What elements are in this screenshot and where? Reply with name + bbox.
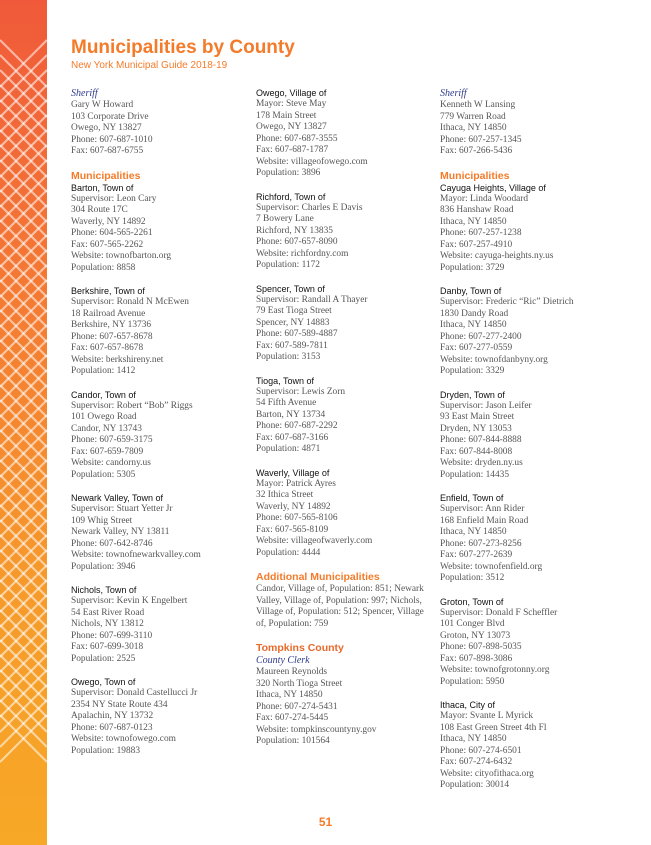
municipality-detail: Phone: 607-898-5035 (440, 642, 522, 652)
municipality-detail: Website: richfordny.com (256, 248, 349, 259)
municipality-name: Dryden, Town of (440, 389, 505, 400)
sheriff-line: Gary W Howard (71, 100, 134, 110)
municipality-detail: Phone: 607-657-8678 (71, 331, 153, 342)
municipality-detail: 2354 NY State Route 434 (71, 699, 168, 710)
municipality-detail: Website: townofdanbyny.org (440, 354, 548, 365)
sheriff-line: Phone: 607-257-1345 (440, 134, 522, 145)
municipality-detail: Website: villageofwaverly.com (256, 536, 373, 546)
municipalities-heading: Municipalities (71, 169, 141, 182)
municipality-detail: 108 East Green Street 4th Fl (440, 722, 547, 733)
column-3 (440, 88, 620, 804)
municipality-detail: 18 Railroad Avenue (71, 308, 146, 319)
sheriff-line: Ithaca, NY 14850 (440, 123, 507, 133)
municipality-detail: Phone: 607-844-8888 (440, 435, 522, 445)
municipality-detail: Supervisor: Jason Leifer (440, 400, 532, 411)
municipality-detail: Website: cayuga-heights.ny.us (440, 251, 554, 261)
sheriff-line: 103 Corporate Drive (71, 111, 149, 122)
municipality-entry (256, 376, 434, 456)
municipality-detail: Supervisor: Charles E Davis (256, 202, 363, 213)
municipality-detail: Supervisor: Donald F Scheffler (440, 607, 558, 618)
municipality-detail: Phone: 607-257-1238 (440, 228, 522, 238)
municipality-detail: Fax: 607-277-0559 (440, 343, 513, 353)
municipality-detail: 101 Conger Blvd (440, 619, 505, 629)
municipality-detail: Candor, NY 13743 (71, 423, 142, 434)
municipality-detail: Phone: 607-642-8746 (71, 538, 153, 549)
municipality-detail: Supervisor: Ronald N McEwen (71, 297, 189, 307)
sheriff-line: Fax: 607-266-5436 (440, 146, 513, 156)
clerk-line: Population: 101564 (256, 736, 330, 746)
municipality-name: Berkshire, Town of (71, 286, 145, 296)
municipality-detail: Website: berkshireny.net (71, 354, 164, 365)
municipality-detail: Mayor: Svante L Myrick (440, 711, 534, 721)
municipality-name: Owego, Town of (71, 677, 136, 687)
municipality-detail: Phone: 607-565-8106 (256, 513, 338, 523)
municipality-detail: Fax: 607-565-2262 (71, 239, 144, 250)
municipality-entry (440, 597, 620, 689)
municipality-detail: Website: villageofowego.com (256, 156, 368, 167)
municipality-entry (71, 585, 246, 665)
municipality-detail: Ithaca, NY 14850 (440, 527, 507, 537)
sheriff-heading: Sheriff (440, 88, 467, 99)
municipality-entry (440, 493, 620, 585)
municipality-entry (256, 284, 434, 364)
municipality-name: Tioga, Town of (256, 375, 315, 386)
municipality-detail: Population: 8858 (71, 262, 136, 273)
municipality-name: Cayuga Heights, Village of (440, 182, 546, 193)
municipality-detail: Phone: 607-273-8256 (440, 538, 522, 549)
municipality-detail: Ithaca, NY 14850 (440, 216, 507, 227)
municipality-detail: Fax: 607-687-1787 (256, 145, 329, 155)
municipality-name: Richford, Town of (256, 191, 326, 202)
municipality-entry (71, 390, 246, 482)
page-subtitle: New York Municipal Guide 2018-19 (71, 60, 228, 71)
municipality-detail: Population: 3329 (440, 366, 505, 376)
municipality-detail: Fax: 607-277-2639 (440, 550, 513, 560)
municipality-detail: Website: townofenfield.org (440, 561, 543, 572)
municipality-detail: Website: townofowego.com (71, 734, 176, 744)
municipality-detail: Website: dryden.ny.us (440, 458, 523, 468)
municipality-name: Owego, Village of (256, 88, 327, 98)
sheriff-line: Phone: 607-687-1010 (71, 134, 153, 145)
municipality-entry (440, 183, 620, 275)
municipality-detail: Population: 3729 (440, 262, 505, 273)
municipality-detail: Supervisor: Leon Cary (71, 193, 157, 204)
municipality-entry (256, 192, 434, 272)
municipality-entry (440, 286, 620, 378)
municipality-detail: 168 Enfield Main Road (440, 515, 529, 526)
municipality-detail: 54 Fifth Avenue (256, 398, 317, 408)
municipality-detail: Phone: 607-687-0123 (71, 722, 153, 733)
municipality-detail: Population: 4444 (256, 547, 321, 558)
municipality-detail: Waverly, NY 14892 (256, 501, 331, 512)
municipality-detail: Mayor: Steve May (256, 99, 327, 109)
municipality-detail: Phone: 607-699-3110 (71, 630, 153, 641)
decorative-side-band (0, 0, 47, 845)
municipality-entry (256, 468, 434, 560)
municipality-detail: Supervisor: Ann Rider (440, 504, 525, 514)
municipality-detail: Berkshire, NY 13736 (71, 320, 152, 330)
municipality-detail: Apalachin, NY 13732 (71, 711, 154, 721)
municipality-detail: Phone: 607-274-6501 (440, 745, 522, 756)
municipality-detail: 109 Whig Street (71, 515, 133, 526)
county-clerk-block (256, 655, 434, 748)
clerk-line: 320 North Tioga Street (256, 678, 343, 689)
municipality-detail: Fax: 607-274-6432 (440, 757, 513, 767)
municipality-detail: Fax: 607-565-8109 (256, 524, 329, 535)
municipality-detail: Nichols, NY 13812 (71, 619, 144, 629)
municipality-name: Candor, Town of (71, 389, 136, 400)
municipality-detail: Waverly, NY 14892 (71, 216, 146, 227)
municipality-entry (71, 286, 246, 378)
column-2 (256, 88, 434, 760)
municipality-detail: Population: 1172 (256, 260, 320, 270)
municipality-entry (440, 700, 620, 792)
municipality-detail: Population: 5950 (440, 676, 505, 687)
municipality-detail: 178 Main Street (256, 110, 317, 121)
municipality-detail: Population: 30014 (440, 780, 510, 790)
municipality-name: Barton, Town of (71, 182, 134, 193)
municipality-detail: Owego, NY 13827 (256, 122, 327, 132)
municipality-detail: Newark Valley, NY 13811 (71, 527, 170, 537)
sheriff-block (71, 88, 246, 158)
municipality-detail: Supervisor: Randall A Thayer (256, 294, 368, 305)
municipality-detail: 304 Route 17C (71, 205, 128, 215)
municipality-entry (71, 677, 246, 757)
municipality-detail: Population: 2525 (71, 653, 136, 664)
municipality-detail: Supervisor: Stuart Yetter Jr (71, 504, 173, 514)
municipality-detail: Population: 5305 (71, 469, 136, 480)
municipalities-heading: Municipalities (440, 169, 510, 182)
municipality-detail: Phone: 607-589-4887 (256, 329, 338, 339)
clerk-line: Fax: 607-274-5445 (256, 713, 329, 723)
clerk-line: Website: tompkinscountyny.gov (256, 724, 377, 735)
additional-municipalities-heading: Additional Municipalities (256, 571, 380, 583)
municipality-name: Spencer, Town of (256, 283, 325, 294)
municipality-detail: Groton, NY 13073 (440, 630, 511, 641)
municipality-detail: Website: cityofithaca.org (440, 768, 534, 779)
municipality-detail: Fax: 607-659-7809 (71, 446, 144, 457)
municipality-detail: 54 East River Road (71, 607, 145, 618)
municipality-detail: 7 Bowery Lane (256, 214, 314, 224)
sheriff-line: 779 Warren Road (440, 111, 506, 122)
municipality-detail: Phone: 607-277-2400 (440, 331, 522, 342)
municipality-detail: Fax: 607-699-3018 (71, 642, 144, 652)
municipality-detail: Population: 19883 (71, 745, 141, 756)
municipality-detail: 93 East Main Street (440, 412, 515, 422)
municipality-entry (71, 493, 246, 573)
municipality-detail: Fax: 607-589-7811 (256, 340, 328, 351)
municipality-detail: Barton, NY 13734 (256, 409, 326, 420)
municipality-detail: Mayor: Patrick Ayres (256, 478, 336, 489)
sheriff-line: Fax: 607-687-6755 (71, 146, 144, 156)
municipality-detail: 101 Owego Road (71, 412, 137, 422)
page-title: Municipalities by County (71, 37, 295, 58)
municipality-detail: Website: townofbarton.org (71, 251, 172, 261)
municipality-list (71, 183, 246, 758)
municipality-detail: Population: 3153 (256, 352, 321, 362)
crosshatch-pattern (0, 0, 47, 845)
municipality-name: Newark Valley, Town of (71, 493, 164, 503)
municipality-detail: Fax: 607-844-8008 (440, 446, 513, 457)
additional-municipalities-text: Candor, Village of, Population: 851; Newark Valley, Village of, Population: 997; Nichols, Village of, Population: 512; Spencer, Village of, Population: 759 (256, 584, 424, 629)
municipality-detail: 836 Hanshaw Road (440, 205, 514, 215)
clerk-line: Ithaca, NY 14850 (256, 690, 323, 700)
municipality-detail: Mayor: Linda Woodard (440, 193, 529, 204)
sheriff-line: Kenneth W Lansing (440, 100, 516, 110)
municipality-detail: Population: 3512 (440, 573, 505, 583)
county-heading: Tompkins County (256, 642, 344, 654)
page-number: 51 (318, 815, 333, 829)
municipality-entry (71, 183, 246, 275)
municipality-detail: Phone: 607-687-3555 (256, 133, 338, 144)
municipality-entry (440, 390, 620, 482)
municipality-detail: Population: 1412 (71, 366, 136, 376)
municipality-detail: Ithaca, NY 14850 (440, 734, 507, 744)
municipality-detail: 32 Ithica Street (256, 490, 314, 500)
municipality-detail: Fax: 607-898-3086 (440, 653, 513, 664)
municipality-detail: 1830 Dandy Road (440, 308, 509, 319)
municipality-detail: Phone: 607-687-2292 (256, 421, 338, 431)
clerk-line: Phone: 607-274-5431 (256, 701, 338, 712)
municipality-detail: Dryden, NY 13053 (440, 423, 512, 434)
municipality-detail: Population: 3946 (71, 561, 136, 572)
municipality-detail: Ithaca, NY 14850 (440, 320, 507, 330)
municipality-name: Groton, Town of (440, 596, 504, 607)
municipality-name: Ithaca, City of (440, 700, 496, 710)
municipality-detail: Website: candorny.us (71, 458, 151, 468)
municipality-detail: Fax: 607-257-4910 (440, 239, 513, 250)
municipality-detail: Website: townofgrotonny.org (440, 665, 550, 675)
municipality-name: Nichols, Town of (71, 585, 137, 595)
municipality-detail: Supervisor: Lewis Zorn (256, 386, 346, 397)
municipality-detail: Supervisor: Robert “Bob” Riggs (71, 400, 193, 411)
municipality-detail: Supervisor: Donald Castellucci Jr (71, 688, 198, 698)
municipality-detail: Spencer, NY 14883 (256, 317, 330, 328)
municipality-detail: Fax: 607-687-3166 (256, 432, 329, 443)
municipality-list (256, 88, 434, 559)
municipality-name: Danby, Town of (440, 286, 502, 296)
municipality-detail: Supervisor: Kevin K Engelbert (71, 596, 188, 606)
municipality-name: Enfield, Town of (440, 493, 504, 503)
municipality-detail: Phone: 607-657-8090 (256, 237, 338, 247)
page-header (71, 37, 295, 72)
municipality-entry (256, 88, 434, 180)
municipality-detail: Phone: 607-659-3175 (71, 435, 153, 445)
municipality-detail: Supervisor: Frederic “Ric” Dietrich (440, 297, 574, 307)
municipality-detail: Website: townofnewarkvalley.com (71, 550, 201, 560)
municipality-detail: Phone: 604-565-2261 (71, 228, 153, 238)
municipality-list (440, 183, 620, 792)
municipality-detail: 79 East Tioga Street (256, 306, 332, 316)
sheriff-heading: Sheriff (71, 88, 98, 99)
municipality-detail: Richford, NY 13835 (256, 225, 333, 236)
municipality-detail: Population: 3896 (256, 168, 321, 178)
municipality-detail: Population: 14435 (440, 469, 510, 480)
sheriff-block (440, 88, 620, 158)
municipality-detail: Population: 4871 (256, 444, 321, 454)
clerk-heading: County Clerk (256, 655, 310, 666)
municipality-detail: Fax: 607-657-8678 (71, 343, 144, 353)
clerk-line: Maureen Reynolds (256, 667, 328, 677)
sheriff-line: Owego, NY 13827 (71, 123, 142, 133)
column-1 (71, 88, 246, 769)
municipality-name: Waverly, Village of (256, 467, 330, 478)
